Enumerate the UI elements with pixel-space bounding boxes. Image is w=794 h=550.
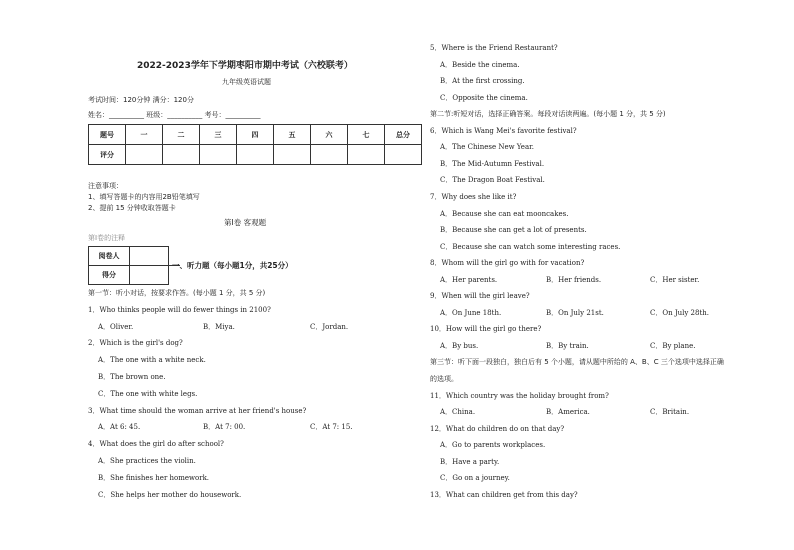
answer-option: A．Because she can eat mooncakes. bbox=[440, 209, 569, 218]
score-col: 总分 bbox=[385, 125, 422, 145]
exam-subtitle: 九年级英语试题 bbox=[222, 78, 271, 86]
section-instruction: 第三节：听下面一段独白，独白后有 5 个小题，请从题中所给的 A、B、C 三个选项中选择正确 bbox=[430, 358, 724, 367]
answer-option: B．Her friends. bbox=[546, 275, 602, 284]
question-text: 12．What do children do on that day? bbox=[430, 424, 565, 433]
answer-option: A．Her parents. bbox=[440, 275, 498, 284]
answer-option: B．Have a party. bbox=[440, 457, 500, 466]
answer-option: C．At 7: 15. bbox=[310, 423, 353, 432]
score-cell[interactable] bbox=[274, 145, 311, 165]
question-text: 6．Which is Wang Mei's favorite festival? bbox=[430, 126, 577, 135]
score-col: 六 bbox=[311, 125, 348, 145]
answer-option: A．Beside the cinema. bbox=[440, 60, 520, 69]
grader-table bbox=[88, 246, 169, 285]
score-col: 题号 bbox=[89, 125, 126, 145]
score-col: 四 bbox=[237, 125, 274, 145]
answer-option: C．She helps her mother do housework. bbox=[98, 490, 242, 499]
question-text: 5．Where is the Friend Restaurant? bbox=[430, 44, 558, 52]
score-col: 五 bbox=[274, 125, 311, 145]
score-col: 七 bbox=[348, 125, 385, 145]
question-text: 9．When will the girl leave? bbox=[430, 292, 530, 301]
answer-option: A．By bus. bbox=[440, 341, 479, 350]
notes-item: 1、填写答题卡的内容用2B铅笔填写 bbox=[88, 193, 200, 201]
question-text: 7．Why does she like it? bbox=[430, 192, 517, 201]
answer-option: B．She finishes her homework. bbox=[98, 473, 210, 482]
answer-option: C．Her sister. bbox=[650, 275, 700, 284]
answer-option: C．Jordan. bbox=[310, 322, 349, 331]
notes-heading: 注意事项： bbox=[88, 182, 123, 190]
question-text: 3．What time should the woman arrive at her friend's house? bbox=[88, 406, 307, 415]
score-table bbox=[88, 124, 422, 165]
answer-option: C．Because she can watch some interesting races. bbox=[440, 242, 621, 251]
score-input-cell[interactable] bbox=[130, 266, 169, 285]
exam-info: 考试时间：120分钟 满分：120分 bbox=[88, 96, 194, 104]
answer-option: B．Because she can get a lot of presents. bbox=[440, 226, 587, 235]
grader-cell[interactable] bbox=[130, 247, 169, 266]
score-label: 得分 bbox=[89, 266, 130, 285]
answer-option: B．The brown one. bbox=[98, 373, 166, 381]
answer-option: A．On June 18th. bbox=[440, 308, 502, 317]
grader-label: 阅卷人 bbox=[89, 247, 130, 266]
score-cell[interactable] bbox=[348, 145, 385, 165]
volume-title: 第Ⅰ卷 客观题 bbox=[224, 218, 267, 227]
question-text: 10．How will the girl go there? bbox=[430, 325, 542, 334]
question-text: 13．What can children get from this day? bbox=[430, 490, 578, 499]
score-table-header-row bbox=[89, 125, 422, 145]
answer-option: B．The Mid-Autumn Festival. bbox=[440, 159, 545, 168]
answer-option: C．Go on a journey. bbox=[440, 474, 510, 483]
answer-option: A．The Chinese New Year. bbox=[440, 143, 534, 152]
answer-option: C．The Dragon Boat Festival. bbox=[440, 176, 545, 185]
answer-option: A．Oliver. bbox=[98, 322, 134, 331]
answer-option: B．Miya. bbox=[203, 322, 235, 331]
section-instruction: 第二节:听短对话，选择正确答案。每段对话读两遍。(每小题 1 分，共 5 分) bbox=[430, 110, 666, 119]
score-row-label: 评分 bbox=[89, 145, 126, 165]
answer-option: B．At the first crossing. bbox=[440, 77, 525, 86]
score-cell[interactable] bbox=[126, 145, 163, 165]
question-text: 1．Who thinks people will do fewer things in 2100? bbox=[88, 305, 271, 314]
section-instruction: 的选项。 bbox=[430, 375, 458, 383]
answer-option: A．Go to parents workplaces. bbox=[440, 441, 546, 450]
exam-title: 2022-2023学年下学期枣阳市期中考试（六校联考） bbox=[137, 61, 353, 71]
score-cell[interactable] bbox=[311, 145, 348, 165]
answer-option: A．The one with a white neck. bbox=[98, 356, 206, 365]
score-col: 一 bbox=[126, 125, 163, 145]
answer-option: C．By plane. bbox=[650, 341, 696, 350]
answer-option: C．Opposite the cinema. bbox=[440, 93, 528, 102]
section-title: 一、听力题（每小题1分，共25分） bbox=[172, 261, 293, 270]
notes-item: 2、提前 15 分钟收取答题卡 bbox=[88, 204, 176, 212]
section-instruction: 第一节：听小对话，按要求作答。(每小题 1 分，共 5 分) bbox=[88, 289, 266, 297]
answer-option: B．At 7: 00. bbox=[203, 423, 246, 432]
question-text: 11．Which country was the holiday brought from? bbox=[430, 391, 609, 400]
answer-option: C．On July 28th. bbox=[650, 308, 710, 317]
student-info: 姓名：__________ 班级：__________ 考号：__________ bbox=[88, 111, 261, 119]
score-table-score-row bbox=[89, 145, 422, 165]
question-text: 2．Which is the girl's dog? bbox=[88, 339, 183, 348]
question-text: 8．Whom will the girl go with for vacation? bbox=[430, 259, 585, 268]
score-cell[interactable] bbox=[163, 145, 200, 165]
answer-option: B．By train. bbox=[546, 341, 589, 350]
answer-option: C．The one with white legs. bbox=[98, 389, 198, 398]
answer-option: A．At 6: 45. bbox=[98, 423, 141, 432]
answer-option: A．China. bbox=[440, 408, 476, 417]
score-cell[interactable] bbox=[237, 145, 274, 165]
score-col: 二 bbox=[163, 125, 200, 145]
answer-option: C．Britain. bbox=[650, 408, 690, 417]
answer-option: B．On July 21st. bbox=[546, 308, 604, 317]
volume-annotation: 第Ⅰ卷的注释 bbox=[88, 234, 126, 242]
score-col: 三 bbox=[200, 125, 237, 145]
answer-option: B．America. bbox=[546, 408, 590, 417]
question-text: 4．What does the girl do after school? bbox=[88, 440, 224, 449]
answer-option: A．She practices the violin. bbox=[98, 457, 196, 465]
score-cell[interactable] bbox=[385, 145, 422, 165]
score-cell[interactable] bbox=[200, 145, 237, 165]
